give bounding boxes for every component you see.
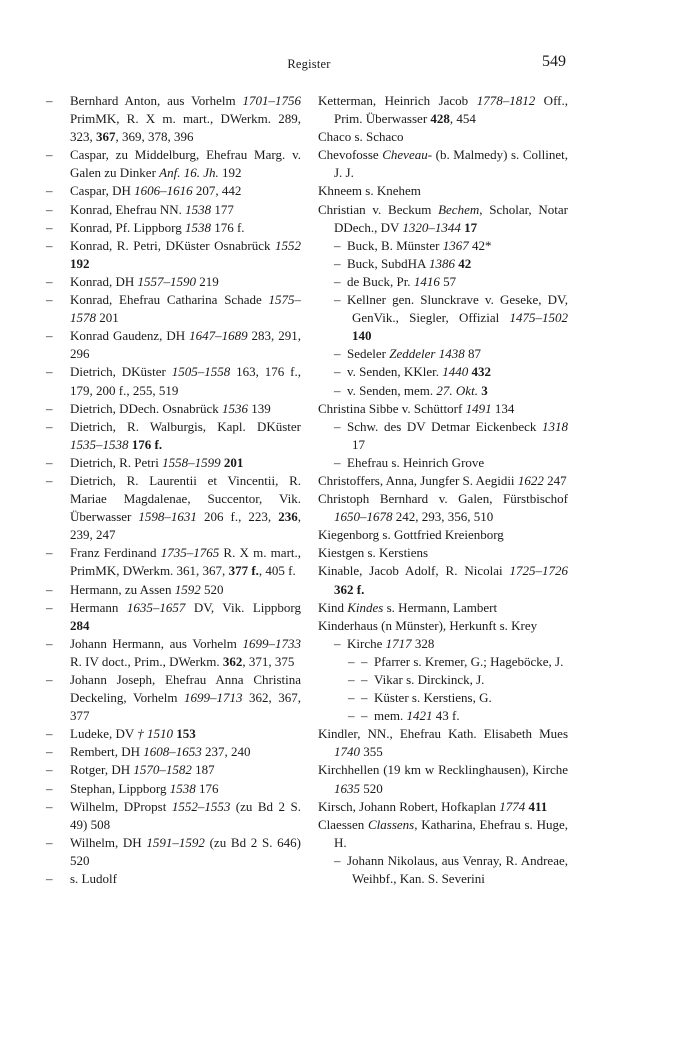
entry-text: v. Senden, KKler. 1440 432	[347, 364, 491, 380]
index-subentry	[318, 273, 568, 291]
entry-dash: – –	[348, 672, 374, 687]
entry-dash: – –	[348, 653, 374, 669]
entry-text: s. Ludolf	[70, 871, 117, 887]
entry-dash: –	[334, 237, 347, 253]
entry-dash: –	[46, 418, 53, 434]
entry-dash: – –	[348, 690, 374, 706]
entry-dash: –	[46, 400, 53, 416]
entry-text: Konrad, Pf. Lippborg 1538 176 f.	[70, 219, 245, 235]
entry-text: Caspar, DH 1606–1616 207, 442	[70, 183, 242, 199]
index-entry	[46, 599, 301, 635]
entry-text: Sedeler Zeddeler 1438 87	[347, 346, 481, 362]
entry-text: Schw. des DV Detmar Eickenbeck 1318 17	[347, 418, 568, 452]
entry-text: Johann Nikolaus, aus Venray, R. Andreae, Weihbf., Kan. S. Severini	[347, 852, 568, 887]
entry-text: Kirche 1717 328	[347, 635, 435, 651]
index-headword	[318, 562, 568, 598]
index-entry	[46, 327, 301, 363]
index-entry	[46, 92, 301, 146]
index-subentry	[318, 255, 568, 273]
entry-dash: –	[46, 472, 53, 488]
entry-dash: – –	[348, 708, 374, 724]
entry-text: Dietrich, R. Walburgis, Kapl. DKüster 1535–1538 176 f.	[70, 418, 301, 452]
entry-text: Ketterman, Heinrich Jacob 1778–1812 Off., Prim. Überwasser 428, 454	[318, 93, 568, 127]
entry-dash: –	[334, 382, 347, 398]
entry-text: Dietrich, R. Laurentii et Vincentii, R. Mariae Magdalenae, Succentor, Vik. Überwasser 1598–1631 206 f., 223, 236, 239, 247	[70, 472, 301, 543]
entry-text: Wilhelm, DH 1591–1592 (zu Bd 2 S. 646) 520	[70, 834, 301, 868]
entry-dash: –	[334, 635, 347, 651]
entry-text: Kinderhaus (n Münster), Herkunft s. Krey	[318, 617, 538, 633]
entry-text: Ludeke, DV † 1510 153	[70, 726, 196, 742]
entry-text: Caspar, zu Middelburg, Ehefrau Marg. v. Galen zu Dinker Anf. 16. Jh. 192	[70, 147, 301, 181]
entry-dash: –	[46, 237, 53, 253]
entry-dash: –	[46, 726, 53, 742]
entry-text: Vikar s. Dirckinck, J.	[374, 672, 485, 687]
entry-dash: –	[46, 93, 53, 108]
entry-text: v. Senden, mem. 27. Okt. 3	[347, 382, 488, 398]
entry-text: Kiestgen s. Kerstiens	[318, 545, 429, 561]
entry-dash: –	[46, 545, 53, 561]
entry-dash: –	[46, 744, 53, 760]
index-headword	[318, 490, 568, 526]
entry-dash: –	[46, 762, 53, 778]
entry-dash: –	[46, 871, 53, 887]
entry-text: Kiegenborg s. Gottfried Kreienborg	[318, 527, 504, 543]
index-subentry	[318, 382, 568, 400]
entry-dash: –	[46, 599, 53, 615]
entry-text: Dietrich, DKüster 1505–1558 163, 176 f., 179, 200 f., 255, 519	[70, 364, 301, 398]
entry-dash: –	[46, 201, 53, 217]
index-subentry	[318, 852, 568, 888]
index-entry	[46, 544, 301, 580]
index-headword	[318, 128, 568, 146]
entry-text: Christoph Bernhard v. Galen, Fürstbischof 1650–1678 242, 293, 356, 510	[318, 491, 568, 525]
entry-dash: –	[334, 273, 347, 289]
entry-text: Christina Sibbe v. Schüttorf 1491 134	[318, 400, 515, 416]
index-column-right	[318, 92, 568, 888]
index-entry	[46, 581, 301, 599]
entry-text: mem. 1421 43 f.	[374, 708, 460, 724]
index-headword	[318, 798, 568, 816]
index-subentry	[318, 418, 568, 454]
index-subentry	[318, 635, 568, 653]
entry-text: Ehefrau s. Heinrich Grove	[347, 454, 485, 470]
index-headword	[318, 400, 568, 418]
index-entry	[46, 725, 301, 743]
entry-text: Franz Ferdinand 1735–1765 R. X m. mart., PrimMK, DWerkm. 361, 367, 377 f., 405 f.	[70, 545, 302, 579]
entry-dash: –	[46, 147, 53, 163]
index-entry	[46, 870, 301, 888]
index-entry	[46, 201, 301, 219]
entry-dash: –	[46, 635, 53, 651]
index-subentry	[318, 454, 568, 472]
index-entry	[46, 237, 301, 273]
index-headword	[318, 146, 568, 182]
index-subentry	[318, 707, 568, 725]
entry-text: Khneem s. Knehem	[318, 183, 421, 199]
entry-text: Pfarrer s. Kremer, G.; Hageböcke, J.	[374, 653, 564, 669]
entry-dash: –	[46, 454, 53, 470]
index-entry	[46, 834, 301, 870]
entry-text: Küster s. Kerstiens, G.	[374, 690, 492, 706]
entry-text: Christian v. Beckum Bechem, Scholar, Notar DDech., DV 1320–1344 17	[318, 201, 568, 235]
index-subentry	[318, 237, 568, 255]
entry-text: Dietrich, R. Petri 1558–1599 201	[70, 454, 244, 470]
running-head	[0, 53, 700, 77]
entry-dash: –	[46, 672, 53, 687]
entry-text: Konrad, Ehefrau Catharina Schade 1575–1578 201	[70, 292, 301, 326]
entry-text: Johann Hermann, aus Vorhelm 1699–1733 R. IV doct., Prim., DWerkm. 362, 371, 375	[70, 635, 301, 669]
index-headword	[318, 544, 568, 562]
entry-text: Bernhard Anton, aus Vorhelm 1701–1756 PrimMK, R. X m. mart., DWerkm. 289, 323, 367, 369, 378, 396	[70, 93, 301, 145]
index-entry	[46, 400, 301, 418]
entry-text: Wilhelm, DPropst 1552–1553 (zu Bd 2 S. 49) 508	[70, 798, 301, 832]
entry-text: Chaco s. Schaco	[318, 129, 404, 145]
entry-text: Claessen Classens, Katharina, Ehefrau s. Huge, H.	[318, 816, 568, 850]
entry-dash: –	[334, 346, 347, 362]
index-entry	[46, 273, 301, 291]
entry-text: Rembert, DH 1608–1653 237, 240	[70, 744, 251, 760]
index-entry	[46, 671, 301, 725]
index-subentry	[318, 291, 568, 345]
entry-dash: –	[46, 183, 53, 199]
index-headword	[318, 472, 568, 490]
entry-text: Kirsch, Johann Robert, Hofkaplan 1774 411	[318, 798, 548, 814]
entry-text: Kinable, Jacob Adolf, R. Nicolai 1725–1726 362 f.	[318, 563, 568, 597]
entry-text: Konrad, Ehefrau NN. 1538 177	[70, 201, 234, 217]
entry-text: Stephan, Lippborg 1538 176	[70, 780, 219, 796]
entry-dash: –	[46, 273, 53, 289]
entry-dash: –	[334, 454, 347, 470]
index-headword	[318, 599, 568, 617]
index-column-left	[46, 92, 301, 888]
entry-text: Chevofosse Cheveau- (b. Malmedy) s. Collinet, J. J.	[318, 147, 568, 181]
index-headword	[318, 182, 568, 200]
index-headword	[318, 201, 568, 237]
entry-text: Kindler, NN., Ehefrau Kath. Elisabeth Mues 1740 355	[318, 726, 568, 760]
entry-dash: –	[46, 292, 53, 308]
index-entry	[46, 780, 301, 798]
entry-text: Dietrich, DDech. Osnabrück 1536 139	[70, 400, 271, 416]
index-entry	[46, 182, 301, 200]
page-title: Register	[287, 57, 331, 71]
entry-dash: –	[46, 798, 53, 814]
page-number: 549	[542, 53, 566, 70]
index-entry	[46, 635, 301, 671]
index-entry	[46, 219, 301, 237]
entry-text: Kirchhellen (19 km w Recklinghausen), Kirche 1635 520	[318, 762, 568, 796]
index-subentry	[318, 689, 568, 707]
entry-text: Konrad Gaudenz, DH 1647–1689 283, 291, 296	[70, 328, 302, 362]
index-subentry	[318, 345, 568, 363]
index-entry	[46, 291, 301, 327]
index-entry	[46, 472, 301, 544]
entry-dash: –	[334, 255, 347, 271]
index-entry	[46, 418, 301, 454]
index-subentry	[318, 671, 568, 689]
index-entry	[46, 761, 301, 779]
entry-text: Kind Kindes s. Hermann, Lambert	[318, 599, 498, 615]
entry-text: Kellner gen. Slunckrave v. Geseke, DV, GenVik., Siegler, Offizial 1475–1502 140	[347, 292, 568, 344]
entry-text: Hermann 1635–1657 DV, Vik. Lippborg 284	[70, 599, 301, 633]
index-subentry	[318, 363, 568, 381]
index-headword	[318, 725, 568, 761]
entry-dash: –	[46, 834, 53, 850]
index-entry	[46, 146, 301, 182]
entry-dash: –	[334, 364, 347, 380]
entry-dash: –	[46, 780, 53, 796]
entry-text: Johann Joseph, Ehefrau Anna Christina Deckeling, Vorhelm 1699–1713 362, 367, 377	[70, 672, 301, 724]
entry-dash: –	[46, 364, 53, 380]
entry-text: Konrad, R. Petri, DKüster Osnabrück 1552 192	[70, 237, 301, 271]
entry-text: Konrad, DH 1557–1590 219	[70, 273, 219, 289]
entry-text: Buck, SubdHA 1386 42	[347, 255, 472, 271]
index-headword	[318, 617, 568, 635]
index-headword	[318, 761, 568, 797]
index-entry	[46, 798, 301, 834]
entry-dash: –	[334, 418, 347, 434]
entry-text: Rotger, DH 1570–1582 187	[70, 762, 215, 778]
entry-dash: –	[46, 219, 53, 235]
entry-text: Buck, B. Münster 1367 42*	[347, 237, 492, 253]
index-headword	[318, 92, 568, 128]
entry-dash: –	[334, 292, 347, 308]
entry-text: Hermann, zu Assen 1592 520	[70, 581, 224, 597]
entry-text: de Buck, Pr. 1416 57	[347, 273, 457, 289]
index-headword	[318, 526, 568, 544]
index-headword	[318, 816, 568, 852]
entry-dash: –	[334, 852, 347, 868]
index-entry	[46, 743, 301, 761]
entry-dash: –	[46, 581, 53, 597]
index-entry	[46, 363, 301, 399]
entry-text: Christoffers, Anna, Jungfer S. Aegidii 1622 247	[318, 472, 567, 488]
index-entry	[46, 454, 301, 472]
index-subentry	[318, 653, 568, 671]
entry-dash: –	[46, 328, 53, 344]
